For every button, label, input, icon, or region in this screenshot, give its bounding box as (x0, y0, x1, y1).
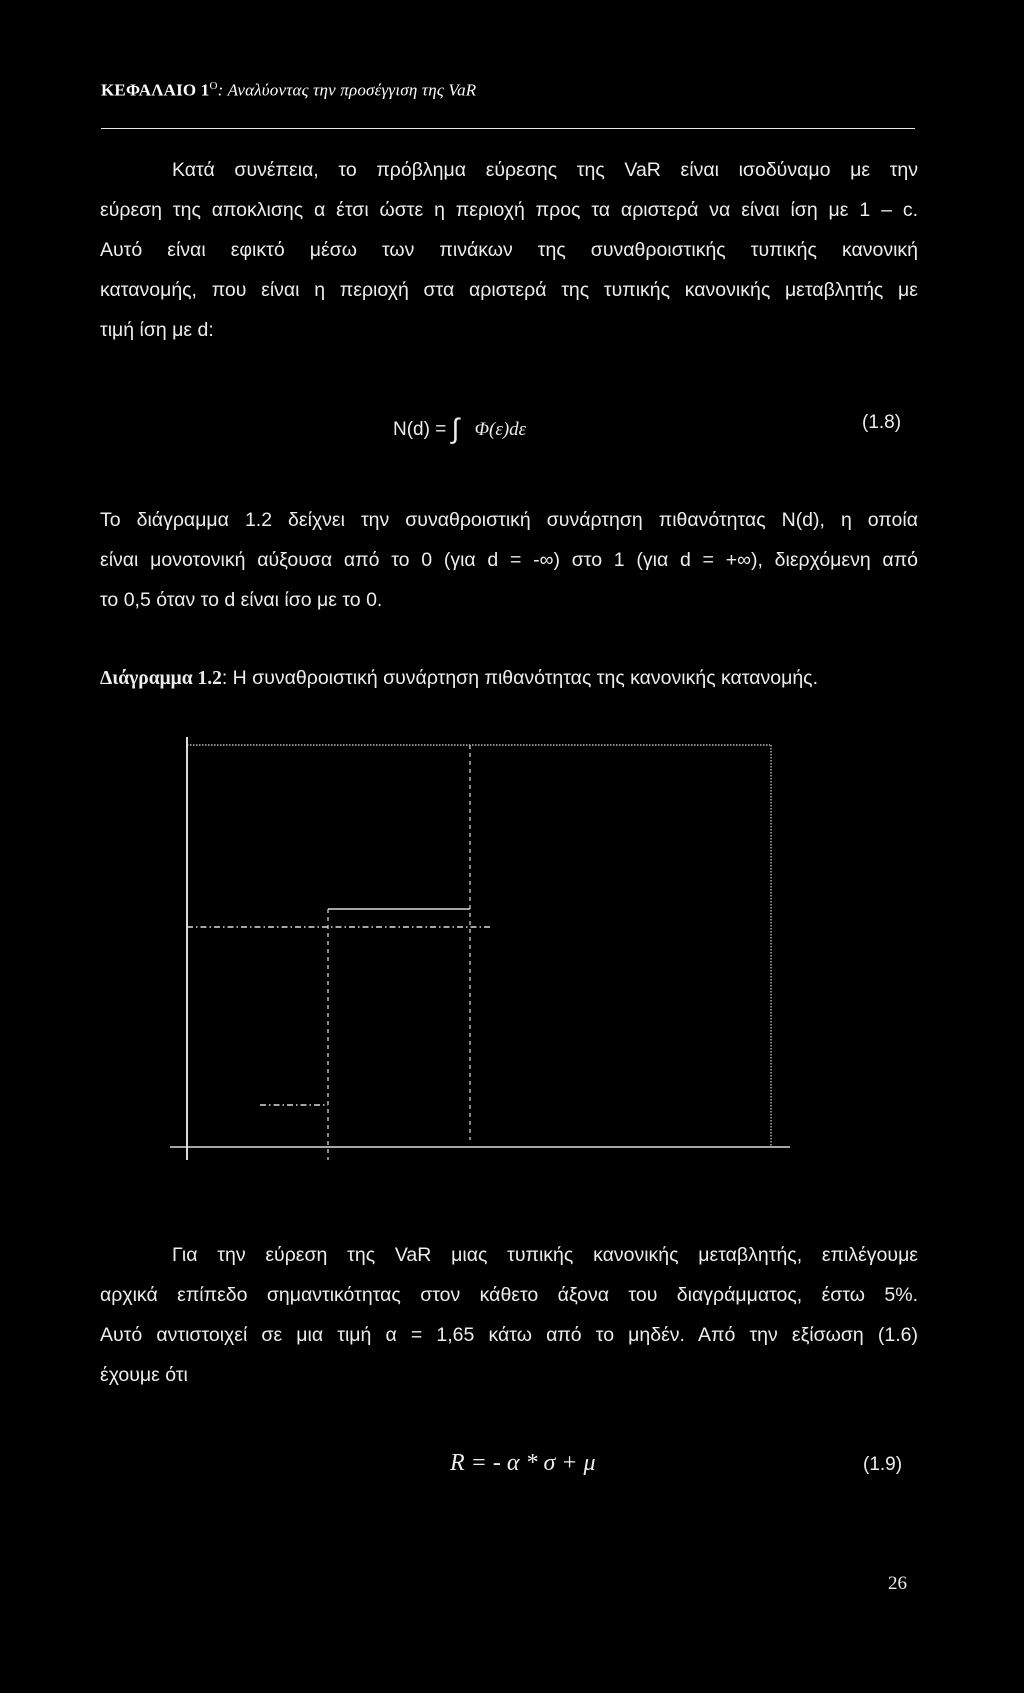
paragraph-line: είναι μονοτονική αύξουσα από το 0 (για d = -∞) στο 1 (για d = +∞), διερχόμενη από (100, 549, 918, 571)
equation-1-8-number: (1.8) (862, 412, 902, 433)
chapter-label: ΚΕΦΑΛΑΙΟ 1 (101, 80, 210, 100)
paragraph-line: Για την εύρεση της VaR μιας τυπικής κανονικής μεταβλητής, επιλέγουμε (172, 1244, 918, 1266)
paragraph-line: Κατά συνέπεια, το πρόβλημα εύρεσης της VaR είναι ισοδύναμο με την (172, 159, 918, 181)
paragraph-line: Αυτό είναι εφικτό μέσω των πινάκων της συναθροιστικής τυπικής κανονική (100, 239, 918, 261)
equation-1-9 (450, 1450, 596, 1477)
paragraph-line: αρχικά επίπεδο σημαντικότητας στον κάθετο άξονα του διαγράμματος, έστω 5%. (100, 1284, 918, 1306)
paragraph-line: κατανομής, που είναι η περιοχή στα αριστερά της τυπικής κανονικής μεταβλητής με (100, 279, 918, 301)
paragraph-line: Αυτό αντιστοιχεί σε μια τιμή α = 1,65 κάτω από το μηδέν. Από την εξίσωση (1.6) (100, 1324, 918, 1346)
page-number: 26 (888, 1573, 907, 1594)
integral-sign: ∫ (451, 413, 460, 444)
equation-rhs: Φ(ε)dε (474, 419, 527, 440)
caption-label: Διάγραμμα 1.2 (100, 668, 222, 689)
equation-1-9-body: R = - α * σ + μ (450, 1450, 596, 1476)
chapter-subtitle: : Αναλύοντας την προσέγγιση της VaR (217, 80, 477, 100)
paragraph-line: τιμή ίση με d: (100, 319, 214, 341)
paragraph-var-method (100, 1235, 918, 1395)
caption-text: : Η συναθροιστική συνάρτηση πιθανότητας της κανονικής κατανομής. (221, 667, 818, 689)
chapter-sup: Ο (209, 80, 218, 92)
paragraph-line: Το διάγραμμα 1.2 δείχνει την συναθροιστική συνάρτηση πιθανότητας N(d), η οποία (100, 509, 918, 531)
paragraph-line: εύρεση της αποκλισης α έτσι ώστε η περιοχή προς τα αριστερά να είναι ίση με 1 – c. (100, 199, 918, 221)
equation-1-9-number: (1.9) (863, 1454, 903, 1475)
equation-lhs: N(d) = (393, 419, 452, 440)
paragraph-line: το 0,5 όταν το d είναι ίσο με το 0. (100, 589, 383, 611)
paragraph-line: έχουμε ότι (100, 1364, 188, 1386)
